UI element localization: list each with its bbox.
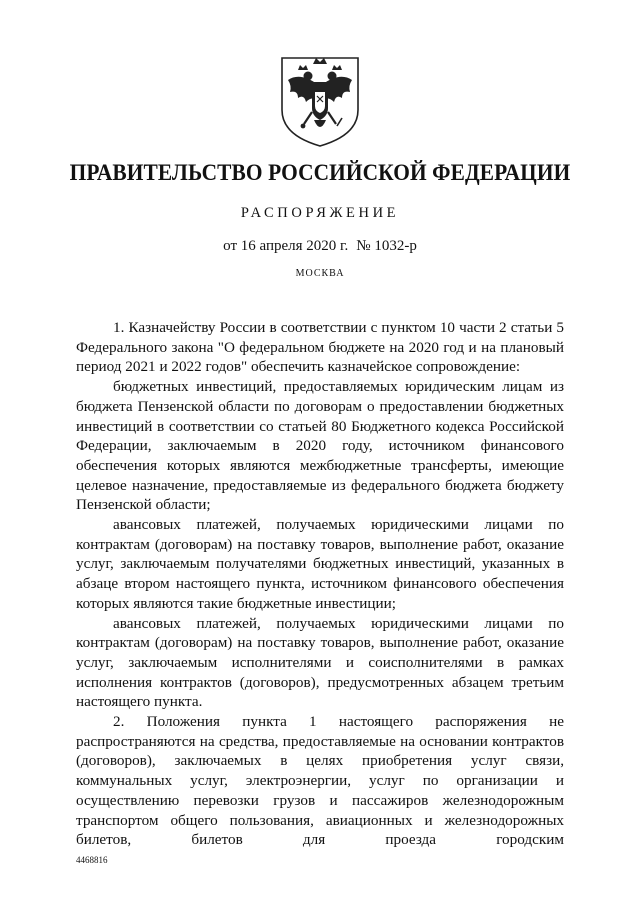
paragraph: авансовых платежей, получаемых юридическими лицами по контрактам (договорам) на поставку товаров, выполнение работ, оказание услуг, заключаемым получателями бюджетных инвестиций, указанных в абзаце втором настоящего пункта, источником финансового обеспечения которых являются такие бюджетные инвестиции;: [76, 516, 564, 612]
paragraph: 2. Положения пункта 1 настоящего распоряжения не распространяются на средства, предоставляемые на основании контрактов (договоров), заключаемых в целях приобретения услуг связи, коммунальных услуг, электроэнергии, услуг по организации и осуществлению перевозки грузов и пассажиров железнодорожным транспортом общего пользования, авиационных и железнодорожных билетов, билетов для проезда городским: [76, 713, 564, 849]
document-number: № 1032-р: [356, 238, 417, 254]
document-id: 4468816: [76, 855, 108, 865]
paragraph: авансовых платежей, получаемых юридическими лицами по контрактам (договорам) на поставку товаров, выполнение работ, оказание услуг, заключаемым исполнителями и соисполнителями в рамках исполнения контрактов (договоров), предусмотренных абзацем третьим настоящего пункта.: [76, 614, 564, 711]
document-date: от 16 апреля 2020 г.: [223, 238, 349, 254]
government-title: ПРАВИТЕЛЬСТВО РОССИЙСКОЙ ФЕДЕРАЦИИ: [69, 160, 571, 185]
paragraph: бюджетных инвестиций, предоставляемых юридическим лицам из бюджета Пензенской области по договорам о предоставлении бюджетных инвестиций в соответствии со статьей 80 Бюджетного кодекса Российской Федерации, заключаемым в 2020 году, источником финансового обеспечения которых являются межбюджетные трансферты, имеющие целевое назначение, предоставляемые из федерального бюджета бюджету Пензенской области;: [76, 378, 564, 514]
coat-of-arms-emblem: [270, 50, 370, 150]
document-type: РАСПОРЯЖЕНИЕ: [240, 205, 400, 221]
paragraph: 1. Казначейству России в соответствии с пунктом 10 части 2 статьи 5 Федерального закона "О федеральном бюджете на 2020 год и на плановый период 2021 и 2022 годов" обеспечить казначейское сопровождение:: [76, 319, 564, 376]
document-body: [76, 318, 564, 850]
document-city: МОСКВА: [295, 268, 345, 279]
document-date-number: [0, 238, 640, 255]
